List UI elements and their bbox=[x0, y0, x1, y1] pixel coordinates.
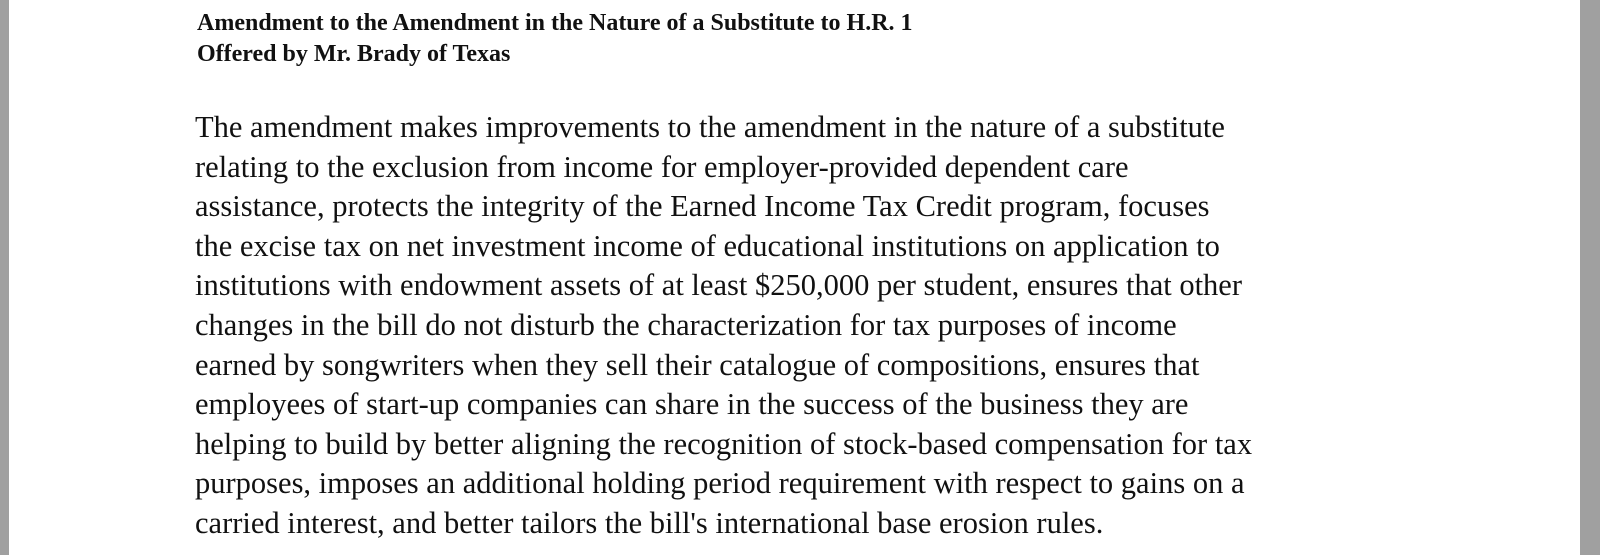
paragraph-line: earned by songwriters when they sell their catalogue of compositions, ensures that bbox=[195, 347, 1200, 382]
amendment-summary-paragraph bbox=[195, 108, 1415, 544]
paragraph-line: carried interest, and better tailors the bill's international base erosion rules. bbox=[195, 505, 1104, 540]
paragraph-line: The amendment makes improvements to the amendment in the nature of a substitute bbox=[195, 110, 1225, 144]
amendment-title: Amendment to the Amendment in the Nature of a Substitute to H.R. 1 bbox=[197, 10, 913, 36]
document-page bbox=[9, 0, 1580, 555]
paragraph-line: assistance, protects the integrity of the Earned Income Tax Credit program, focuses bbox=[195, 189, 1210, 224]
paragraph-line: purposes, imposes an additional holding period requirement with respect to gains on a bbox=[195, 466, 1245, 501]
offered-by-line: Offered by Mr. Brady of Texas bbox=[197, 41, 511, 67]
paragraph-line: employees of start-up companies can share in the success of the business they are bbox=[195, 387, 1189, 422]
paragraph-line: helping to build by better aligning the recognition of stock-based compensation for tax bbox=[195, 426, 1253, 461]
paragraph-line: the excise tax on net investment income of educational institutions on application to bbox=[195, 228, 1220, 263]
paragraph-line: relating to the exclusion from income for employer-provided dependent care bbox=[195, 149, 1129, 184]
paragraph-line: institutions with endowment assets of at least $250,000 per student, ensures that other bbox=[195, 268, 1242, 303]
paragraph-line: changes in the bill do not disturb the characterization for tax purposes of income bbox=[195, 307, 1177, 342]
document-header bbox=[197, 8, 913, 70]
